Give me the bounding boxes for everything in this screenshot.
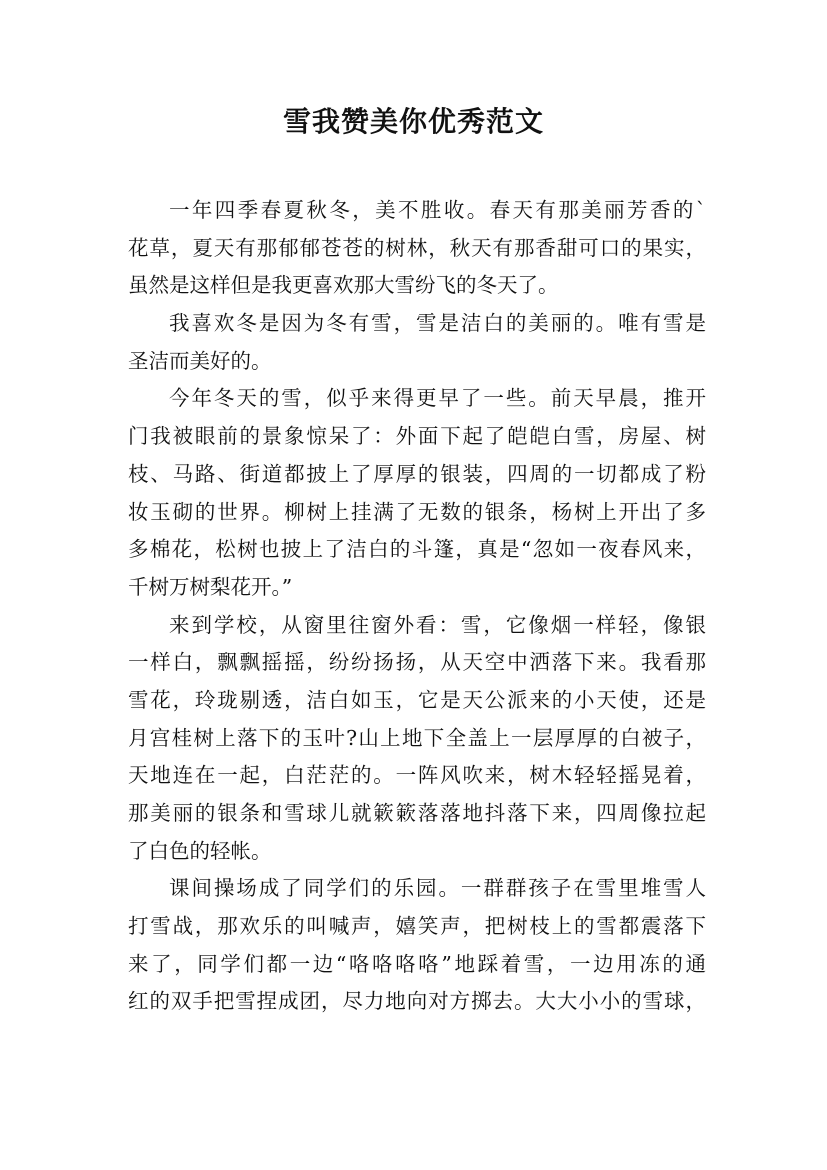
paragraph-line: 今年冬天的雪，似乎来得更早了一些。前天早晨，推开 [169,386,706,411]
paragraph-line: 来了，同学们都一边“咯咯咯咯”地踩着雪，一边用冻的通 [128,951,706,976]
paragraph-line: 我喜欢冬是因为冬有雪，雪是洁白的美丽的。唯有雪是 [169,311,706,336]
paragraph-line: 红的双手把雪捏成团，尽力地向对方掷去。大大小小的雪球， [128,989,706,1014]
paragraph-line: 妆玉砌的世界。柳树上挂满了无数的银条，杨树上开出了多 [128,499,706,524]
document-body [128,192,706,1021]
paragraph-line: 月宫桂树上落下的玉叶?山上地下全盖上一层厚厚的白被子， [128,725,706,750]
document-title: 雪我赞美你优秀范文 [282,105,544,138]
paragraph-2 [128,305,706,380]
paragraph-line: 天地连在一起，白茫茫的。一阵风吹来，树木轻轻摇晃着， [128,763,706,788]
paragraph-line: 花草，夏天有那郁郁苍苍的树林，秋天有那香甜可口的果实， [128,235,706,260]
paragraph-line: 了白色的轻帐。 [128,838,272,863]
paragraph-line: 千树万树梨花开。” [128,574,293,599]
paragraph-line: 多棉花，松树也披上了洁白的斗篷，真是“忽如一夜春风来， [128,537,706,562]
paragraph-line: 雪花，玲珑剔透，洁白如玉，它是天公派来的小天使，还是 [128,687,706,712]
paragraph-5 [128,870,706,1021]
paragraph-line: 一样白，飘飘摇摇，纷纷扬扬，从天空中洒落下来。我看那 [128,650,706,675]
paragraph-line: 圣洁而美好的。 [128,348,272,373]
paragraph-line: 课间操场成了同学们的乐园。一群群孩子在雪里堆雪人 [169,876,706,901]
paragraph-4 [128,607,706,871]
paragraph-line: 虽然是这样但是我更喜欢那大雪纷飞的冬天了。 [128,273,559,298]
paragraph-1 [128,192,706,305]
paragraph-3 [128,380,706,606]
paragraph-line: 来到学校，从窗里往窗外看：雪，它像烟一样轻，像银 [169,612,706,637]
paragraph-line: 一年四季春夏秋冬，美不胜收。春天有那美丽芳香的` [169,198,706,222]
paragraph-line: 打雪战，那欢乐的叫喊声，嬉笑声，把树枝上的雪都震落下 [128,914,706,939]
paragraph-line: 枝、马路、街道都披上了厚厚的银装，四周的一切都成了粉 [128,461,706,486]
paragraph-line: 门我被眼前的景象惊呆了：外面下起了皑皑白雪，房屋、树 [128,424,706,449]
paragraph-line: 那美丽的银条和雪球儿就簌簌落落地抖落下来，四周像拉起 [128,801,706,825]
